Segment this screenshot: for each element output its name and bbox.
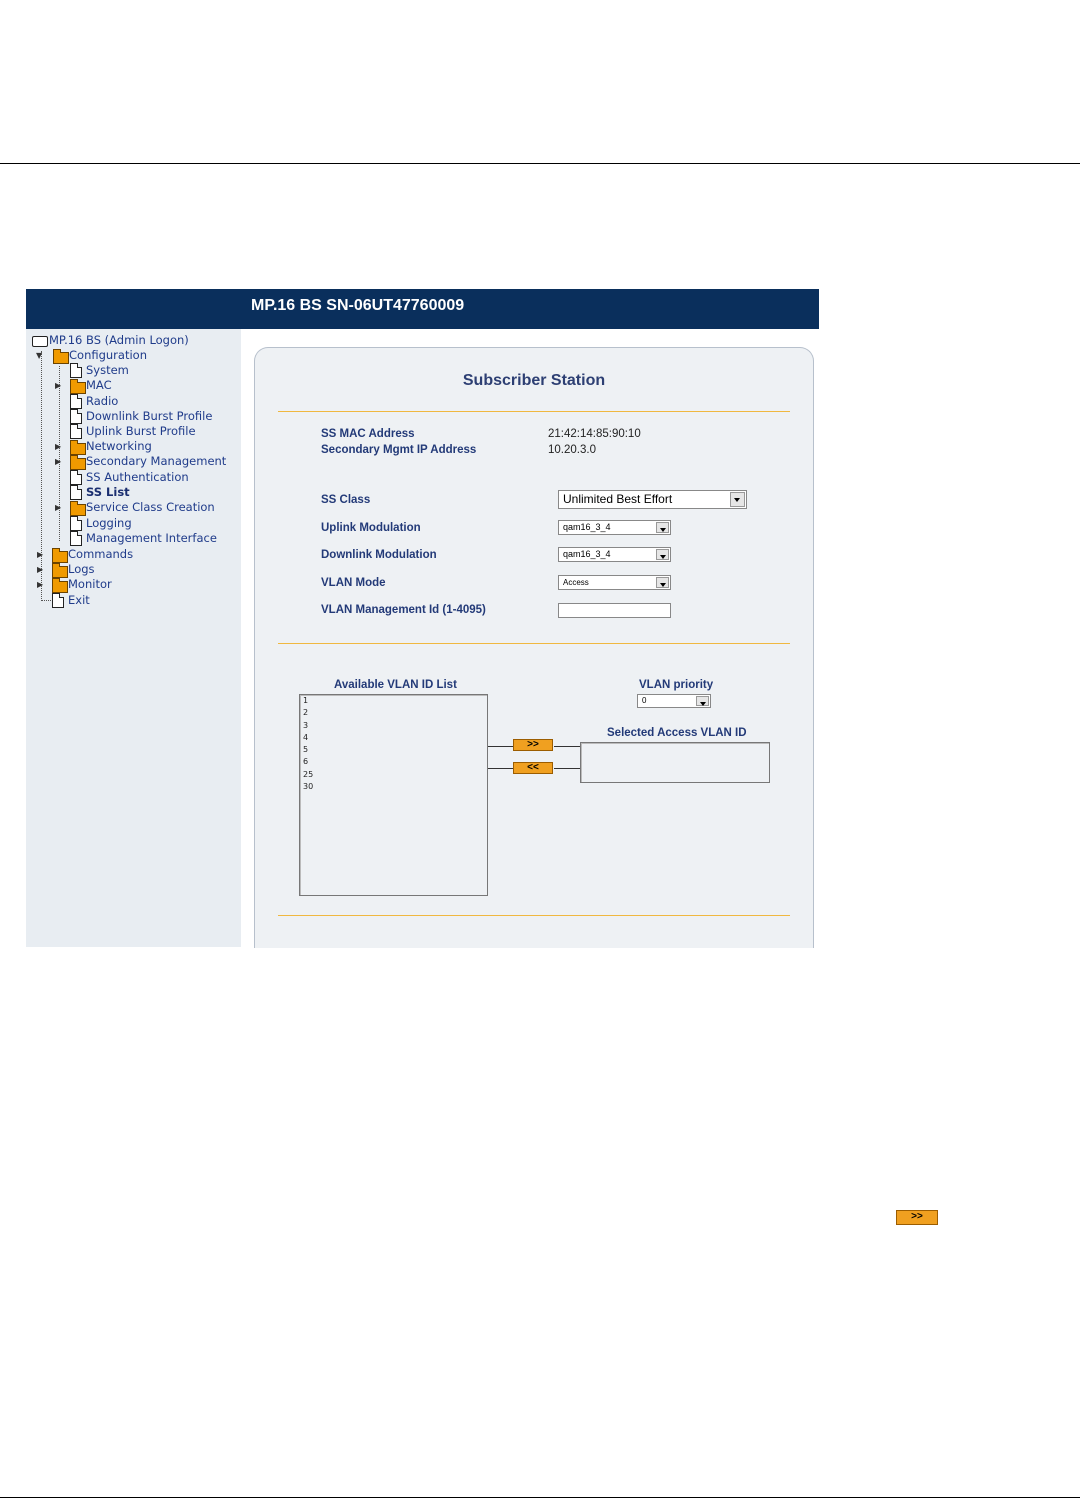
tree-label: Exit bbox=[68, 593, 90, 607]
expand-right-icon[interactable]: ▶ bbox=[37, 580, 44, 589]
top-rule bbox=[0, 163, 1080, 164]
tree-label: Configuration bbox=[69, 348, 147, 362]
device-title: MP.16 BS SN-06UT47760009 bbox=[251, 297, 465, 314]
vlan-option[interactable]: 6 bbox=[303, 757, 309, 767]
ss-class-value: Unlimited Best Effort bbox=[563, 492, 673, 506]
downlink-modulation-label: Downlink Modulation bbox=[321, 549, 437, 561]
tree-label: Secondary Management bbox=[86, 454, 227, 468]
uplink-modulation-select[interactable] bbox=[558, 520, 671, 535]
folder-icon bbox=[70, 504, 86, 516]
bottom-rule bbox=[0, 1497, 1080, 1498]
add-arrow-icon: >> bbox=[896, 1210, 938, 1225]
available-vlan-label: Available VLAN ID List bbox=[334, 679, 457, 691]
downlink-modulation-select[interactable] bbox=[558, 547, 671, 562]
folder-icon bbox=[70, 382, 86, 394]
folder-icon bbox=[70, 458, 86, 470]
chevron-down-icon[interactable] bbox=[656, 577, 669, 588]
tree-label: SS Authentication bbox=[86, 470, 189, 484]
chevron-down-icon[interactable] bbox=[656, 549, 669, 560]
vlan-priority-label: VLAN priority bbox=[639, 679, 714, 691]
tree-item-ss-list[interactable] bbox=[70, 485, 240, 500]
vlan-option[interactable]: 3 bbox=[303, 720, 309, 730]
document-icon bbox=[52, 593, 64, 608]
tree-label: Downlink Burst Profile bbox=[86, 409, 213, 423]
chevron-down-icon[interactable] bbox=[730, 492, 745, 507]
tree-label: Uplink Burst Profile bbox=[86, 424, 196, 438]
vlan-option[interactable]: 25 bbox=[303, 769, 314, 779]
section-divider bbox=[278, 411, 790, 412]
tree-label: Commands bbox=[68, 547, 134, 561]
tree-item-ss-authentication[interactable] bbox=[70, 470, 240, 485]
navigation-tree bbox=[26, 329, 241, 947]
document-icon bbox=[70, 424, 82, 439]
tree-item-monitor[interactable] bbox=[37, 577, 207, 592]
expand-right-icon[interactable]: ▶ bbox=[55, 381, 62, 390]
downlink-modulation-value: qam16_3_4 bbox=[563, 549, 611, 559]
folder-open-icon bbox=[53, 352, 69, 364]
document-icon bbox=[70, 394, 82, 409]
tree-item-networking[interactable] bbox=[55, 439, 225, 454]
chevron-down-icon[interactable] bbox=[656, 522, 669, 533]
tree-item-management-interface[interactable] bbox=[70, 531, 240, 546]
tree-label: Management Interface bbox=[86, 531, 217, 545]
tree-item-logging[interactable] bbox=[70, 516, 240, 531]
expand-right-icon[interactable]: ▶ bbox=[37, 550, 44, 559]
folder-icon bbox=[52, 581, 68, 593]
section-divider bbox=[278, 915, 790, 916]
tree-label: Logging bbox=[86, 516, 132, 530]
chevron-down-icon[interactable] bbox=[696, 696, 709, 706]
app-header bbox=[26, 289, 819, 329]
vlan-option[interactable]: 30 bbox=[303, 782, 314, 792]
vlan-option[interactable]: 1 bbox=[303, 696, 309, 705]
tree-item-mac[interactable] bbox=[55, 378, 215, 393]
add-vlan-button[interactable]: >> bbox=[513, 739, 553, 751]
tree-item-downlink-burst-profile[interactable] bbox=[70, 409, 240, 424]
tree-root[interactable] bbox=[32, 333, 232, 348]
tree-item-commands[interactable] bbox=[37, 547, 207, 562]
tree-item-system[interactable] bbox=[70, 363, 230, 378]
expand-right-icon[interactable]: ▶ bbox=[55, 503, 62, 512]
vlan-mode-select[interactable] bbox=[558, 575, 671, 590]
tree-label: System bbox=[86, 363, 129, 377]
tree-label: Service Class Creation bbox=[86, 500, 215, 514]
uplink-modulation-label: Uplink Modulation bbox=[321, 522, 421, 534]
vlan-priority-value: 0 bbox=[642, 696, 647, 705]
connector-line bbox=[554, 746, 580, 747]
tree-item-exit[interactable] bbox=[52, 593, 202, 608]
document-icon bbox=[70, 409, 82, 424]
vlan-mgmt-id-input[interactable] bbox=[558, 603, 671, 618]
mac-address-label: SS MAC Address bbox=[321, 428, 415, 440]
selected-vlan-label: Selected Access VLAN ID bbox=[607, 727, 747, 739]
vlan-mode-value: Access bbox=[563, 578, 589, 587]
tree-item-service-class-creation[interactable] bbox=[55, 500, 240, 515]
connector-line bbox=[488, 768, 513, 769]
uplink-modulation-value: qam16_3_4 bbox=[563, 522, 611, 532]
device-icon bbox=[32, 336, 48, 347]
tree-root-label: MP.16 BS (Admin Logon) bbox=[49, 333, 189, 347]
connector-line bbox=[554, 768, 580, 769]
mac-address-value: 21:42:14:85:90:10 bbox=[548, 428, 641, 440]
vlan-mgmt-id-label: VLAN Management Id (1-4095) bbox=[321, 604, 486, 616]
vlan-option[interactable]: 2 bbox=[303, 708, 309, 718]
tree-item-uplink-burst-profile[interactable] bbox=[70, 424, 240, 439]
section-divider bbox=[278, 643, 790, 644]
vlan-mode-label: VLAN Mode bbox=[321, 577, 386, 589]
vlan-options bbox=[300, 695, 487, 793]
tree-item-radio[interactable] bbox=[70, 394, 230, 409]
tree-item-configuration[interactable] bbox=[36, 348, 236, 363]
panel-title: Subscriber Station bbox=[462, 372, 606, 389]
expand-right-icon[interactable]: ▶ bbox=[55, 442, 62, 451]
document-icon bbox=[70, 516, 82, 531]
tree-label: SS List bbox=[86, 485, 130, 499]
secondary-ip-value: 10.20.3.0 bbox=[548, 444, 596, 456]
vlan-priority-select[interactable] bbox=[637, 694, 711, 708]
document-icon bbox=[70, 363, 82, 378]
tree-label: MAC bbox=[86, 378, 112, 392]
expand-right-icon[interactable]: ▶ bbox=[55, 457, 62, 466]
tree-item-logs[interactable] bbox=[37, 562, 207, 577]
secondary-ip-label: Secondary Mgmt IP Address bbox=[321, 444, 477, 456]
connector-line bbox=[488, 746, 513, 747]
tree-label: Networking bbox=[86, 439, 152, 453]
document-icon bbox=[70, 470, 82, 485]
subscriber-station-panel bbox=[254, 347, 814, 948]
ss-class-select[interactable] bbox=[558, 490, 747, 509]
selected-vlan-list[interactable] bbox=[580, 742, 770, 783]
expand-down-icon[interactable]: ▼ bbox=[36, 351, 43, 360]
document-icon bbox=[70, 485, 82, 500]
vlan-option[interactable]: 4 bbox=[303, 732, 309, 742]
ss-class-label: SS Class bbox=[321, 494, 371, 506]
tree-label: Logs bbox=[68, 562, 95, 576]
tree-item-secondary-management[interactable] bbox=[55, 454, 240, 469]
tree-label: Monitor bbox=[68, 577, 112, 591]
available-vlan-list[interactable] bbox=[299, 694, 488, 896]
remove-vlan-button[interactable]: << bbox=[513, 762, 553, 774]
expand-right-icon[interactable]: ▶ bbox=[37, 565, 44, 574]
document-icon bbox=[70, 531, 82, 546]
tree-label: Radio bbox=[86, 394, 119, 408]
vlan-option[interactable]: 5 bbox=[303, 745, 309, 755]
